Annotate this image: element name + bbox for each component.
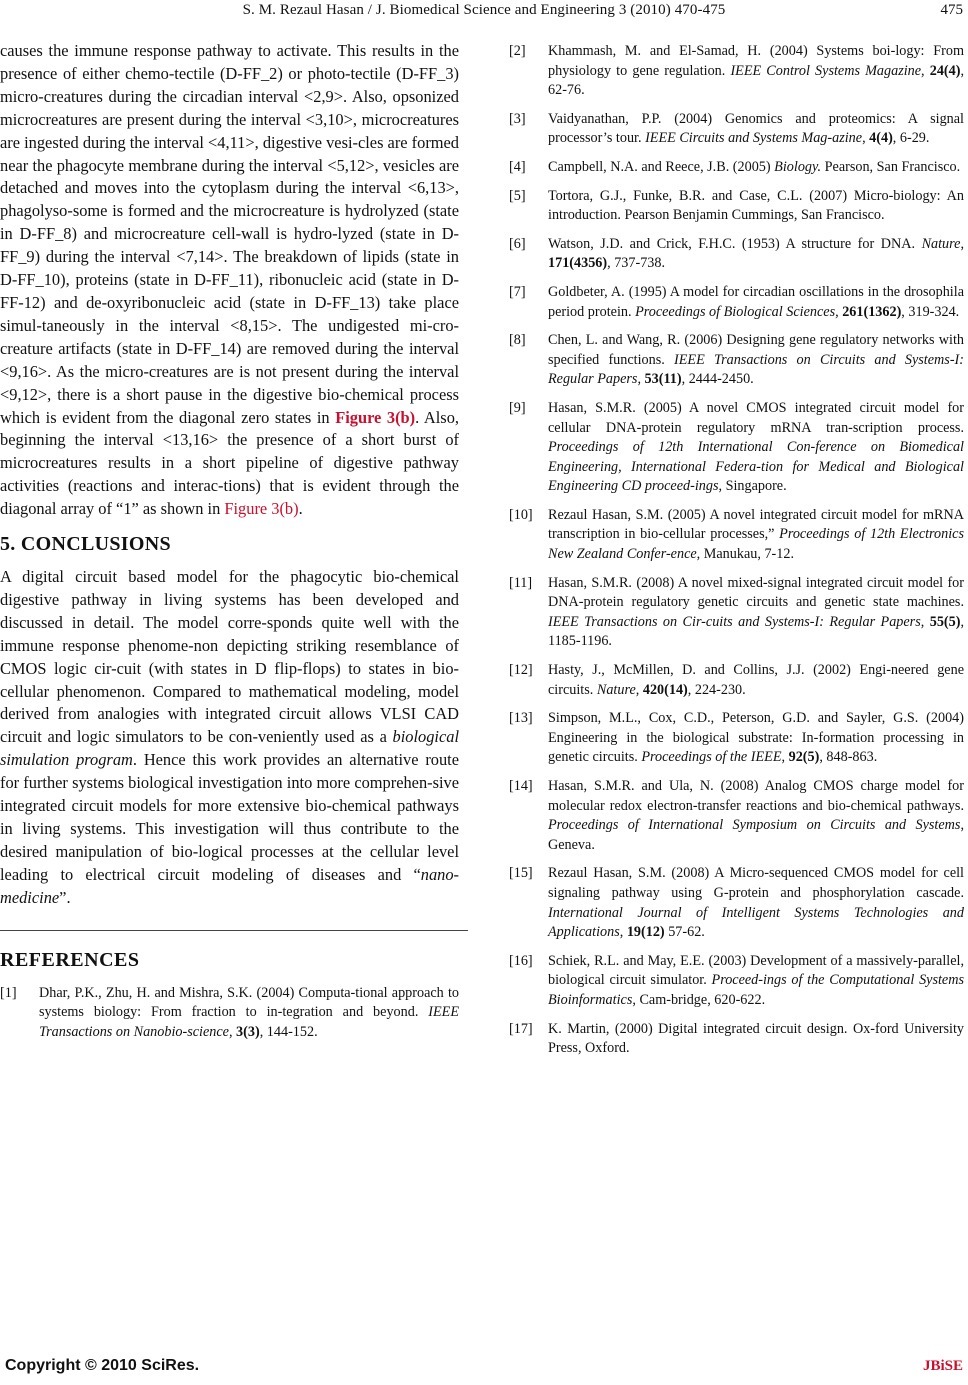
reference-item [509,709,964,768]
reference-source: Proceedings of International Symposium on Circuits and Systems [548,817,961,834]
reference-pages: , 2444-2450. [681,371,754,388]
reference-source: Proceedings of 12th International Con-ference on Biomedical Engineering, International Federa-tion for Medical and Biological Engineering CD proceed-ings [548,439,964,495]
reference-volume: 3(3) [236,1023,260,1040]
reference-number: [10] [509,506,533,523]
reference-volume: 53(11) [644,371,682,388]
reference-sep: , [228,1023,237,1040]
references-heading: REFERENCES [0,948,140,971]
reference-source: Proceedings of Biological Sciences [635,303,836,320]
reference-source: IEEE Transactions on Nanobio-science [39,1004,459,1040]
reference-item [509,952,964,1011]
results-paragraph [0,40,459,521]
reference-text: Hasan, S.M.R. (2005) A novel CMOS integrated circuit model for cellular DNA-protein regulatory mRNA tran-scription process. [548,399,964,436]
conclusions-paragraph [0,566,459,910]
reference-text: Watson, J.D. and Crick, F.H.C. (1953) A structure for DNA. [548,235,922,252]
reference-volume: 261(1362) [842,303,902,320]
reference-number: [2] [509,43,526,59]
reference-number: [4] [509,158,526,175]
reference-volume: 4(4) [869,130,893,147]
reference-number: [1] [0,984,17,1001]
reference-volume: 24(4) [929,62,961,79]
paragraph-text: ”. [59,887,71,907]
reference-sep: , [637,371,645,388]
paragraph-text: A digital circuit based model for the phagocytic bio-chemical digestive pathway in living systems has been developed and discussed in detail. The model corre-sponds quite well with the immune response phenome-non depicting striking resemblance of CMOS logic cir-cuit (with states in D flip-flops) to states in bio-cellular phenomenon. Compared to mathematical modeling, model derived from analogies with integrated circuit allows VLSI CAD circuit and logic simulators to be con-veniently used as a [0,567,459,747]
reference-source: Proceedings of 12th Electronics New Zealand Confer-ence [548,526,964,563]
paragraph-text: . [298,499,303,519]
reference-sep: , [960,235,964,252]
conclusions-heading: 5. CONCLUSIONS [0,533,171,556]
reference-source: Biology. [774,158,822,175]
reference-text: Hasan, S.M.R. and Ula, N. (2008) Analog CMOS charge model for molecular redox electron-transfer reactions and bio-chemical pathways. [548,778,964,814]
reference-text: Simpson, M.L., Cox, C.D., Peterson, G.D. and Sayler, G.S. (2004) Engineering in the biological substrate: In-formation processing in genetic circuits. [548,710,964,766]
page-footer [0,1357,968,1381]
reference-pages: , Cam-bridge, 620-622. [632,991,766,1008]
reference-pages: , Geneva. [548,817,964,853]
reference-item [0,984,459,1043]
reference-item [509,1020,964,1059]
reference-volume: 171(4356) [548,255,608,272]
reference-item [509,110,964,149]
italic-phrase: nano-medicine [0,864,459,907]
reference-text: Schiek, R.L. and May, E.E. (2003) Development of a massively-parallel, biological circuit simulator. [548,952,964,989]
reference-number: [17] [509,1020,533,1037]
reference-source: Proceedings of the IEEE [641,749,782,766]
reference-number: [12] [509,662,533,679]
paragraph-text: causes the immune response pathway to activate. This results in the presence of either chemo-tectile (D-FF_2) or photo-tectile (D-FF_3) micro-creatures during the circadian interval <2,9>. Also, opsonized microcreatures are present during the interval <3,10>, microcreatures are ingested during the interval <4,11>, digestive vesi-cles are formed near the phagocyte membrane during the interval <5,12>, vesicles are detached and moves into the cytoplasm during the interval <6,13>, phagolyso-some is formed and the microcreature is hydrolyzed (state in D-FF_8) and microcreature cell-wall is hydro-lyzed (state in D-FF_9) during the interval <7,14>. The breakdown of lipids (state in D-FF_10), proteins (state in D-FF_11), ribonucleic acid (state in D-FF-12) and de-oxyribonucleic acid (state in D-FF_13) take place simul-taneously in the interval <8,15>. The undigested mi-cro-creature artifacts (state in D-FF_14) are removed during the interval <9,16>. As the micro-creatures are is not present during the interval <9,12>, there is a short pause in the digestive bio-chemical process which is evident from the diagonal zero states in [0,41,459,427]
reference-item [509,864,964,942]
italic-phrase: biological simulation program [0,727,459,770]
reference-volume: 55(5) [929,613,961,630]
reference-sep: , [921,62,930,79]
reference-text: K. Martin, (2000) Digital integrated circuit design. Ox-ford University Press, Oxford. [548,1020,964,1057]
reference-number: [14] [509,778,533,794]
reference-number: [13] [509,710,533,727]
reference-sep: , [920,613,930,630]
reference-sep: , [635,681,643,698]
reference-number: [5] [509,187,526,204]
reference-text: Hasan, S.M.R. (2008) A novel mixed-signal integrated circuit model for DNA-protein regulatory genetic circuits and genetic state machines. [548,574,964,611]
reference-text: Vaidyanathan, P.P. (2004) Genomics and proteomics: A signal processor’s tour. [548,110,964,147]
reference-source: Nature [596,681,636,698]
page-number: 475 [940,2,963,18]
reference-pages: , 319-324. [901,303,960,320]
reference-text: Goldbeter, A. (1995) A model for circadian oscillations in the drosophila period protein. [548,283,964,320]
reference-pages: , 1185-1196. [548,613,964,650]
reference-text: Rezaul Hasan, S.M. (2005) A novel integrated circuit model for mRNA transcription in bio-cellular processes,” [548,506,964,543]
reference-number: [7] [509,283,526,300]
reference-number: [8] [509,332,526,349]
reference-pages: , 6-29. [892,130,930,147]
reference-number: [3] [509,110,526,127]
figure-link[interactable]: Figure 3(b) [335,407,416,427]
reference-item [509,331,964,390]
reference-item [509,187,964,226]
running-header: S. M. Rezaul Hasan / J. Biomedical Science and Engineering 3 (2010) 470-475 [242,2,726,18]
reference-pages: 57-62. [664,924,705,941]
right-column [509,42,964,1068]
reference-item [509,283,964,322]
reference-number: [16] [509,952,533,969]
reference-pages: , Singapore. [718,478,787,495]
reference-item [509,158,964,178]
reference-item [509,399,964,497]
reference-source: IEEE Transactions on Cir-cuits and Systems-I: Regular Papers [548,613,921,630]
reference-sep: , [862,130,870,147]
reference-item [509,42,964,101]
reference-pages: , 737-738. [607,255,666,272]
reference-sep: , [781,749,789,766]
reference-sep: , [619,924,627,941]
reference-text: Dhar, P.K., Zhu, H. and Mishra, S.K. (2004) Computa-tional approach to systems biology: From fraction to in-tegration and beyond. [39,984,459,1021]
reference-source: International Journal of Intelligent Systems Technologies and Applications [548,904,964,941]
section-divider [0,930,468,931]
reference-item [509,574,964,652]
reference-pages: , 62-76. [548,62,964,99]
reference-item [509,506,964,565]
reference-number: [6] [509,235,526,252]
reference-pages: , Manukau, 7-12. [696,546,794,563]
paragraph-text: . Also, beginning the interval <13,16> the presence of a short burst of microcreatures results in a short pipeline of digestive pathway activities (reactions and interac-tions) that is evident through the diagonal array of “1” as shown in [0,407,459,519]
reference-item [509,777,964,855]
reference-pages: , 144-152. [259,1023,318,1040]
reference-text: Khammash, M. and El-Samad, H. (2004) Systems boi-logy: From physiology to gene regulation. [548,43,964,79]
paragraph-text: . Hence this work provides an alternative route for further systems biological investigation into more comprehen-sive integrated circuit models for more extensive bio-chemical pathways in living systems. This investigation will thus contribute to the desired manipulation of bio-logical processes at the cellular level leading to electrical circuit modeling of diseases and “ [0,750,460,884]
reference-item [509,235,964,274]
reference-item [509,661,964,700]
reference-text: Tortora, G.J., Funke, B.R. and Case, C.L. (2007) Micro-biology: An introduction. Pearson Benjamin Cummings, San Francisco. [548,187,964,224]
reference-pages: Pearson, San Francisco. [821,158,961,175]
reference-source: Nature [921,235,961,252]
left-column [0,40,459,1051]
reference-pages: , 224-230. [687,681,746,698]
figure-link[interactable]: Figure 3(b) [224,499,299,519]
reference-volume: 92(5) [788,749,820,766]
reference-source: IEEE Transactions on Circuits and Systems-I: Regular Papers [548,351,964,388]
reference-source: Proceed-ings of the Computational Systems Bioinformatics [548,972,964,1008]
journal-abbreviation: JBiSE [922,1358,963,1374]
reference-number: [11] [509,574,533,591]
reference-pages: , 848-863. [819,749,878,766]
reference-number: [15] [509,865,533,882]
reference-text: Hasty, J., McMillen, D. and Collins, J.J. (2002) Engi-neered gene circuits. [548,662,964,698]
reference-text: Campbell, N.A. and Reece, J.B. (2005) [548,158,775,175]
reference-text: Chen, L. and Wang, R. (2006) Designing gene regulatory networks with specified functions. [548,332,964,368]
reference-number: [9] [509,399,526,416]
reference-sep: , [835,303,843,320]
reference-volume: 420(14) [642,681,688,698]
reference-text: Rezaul Hasan, S.M. (2008) A Micro-sequenced CMOS model for cell signaling pathway using G-protein and phosphorylation cascade. [548,865,964,901]
copyright-notice: Copyright © 2010 SciRes. [5,1357,200,1374]
reference-source: IEEE Control Systems Magazine [730,62,922,79]
reference-volume: 19(12) [626,924,665,941]
reference-source: IEEE Circuits and Systems Mag-azine [645,130,863,147]
